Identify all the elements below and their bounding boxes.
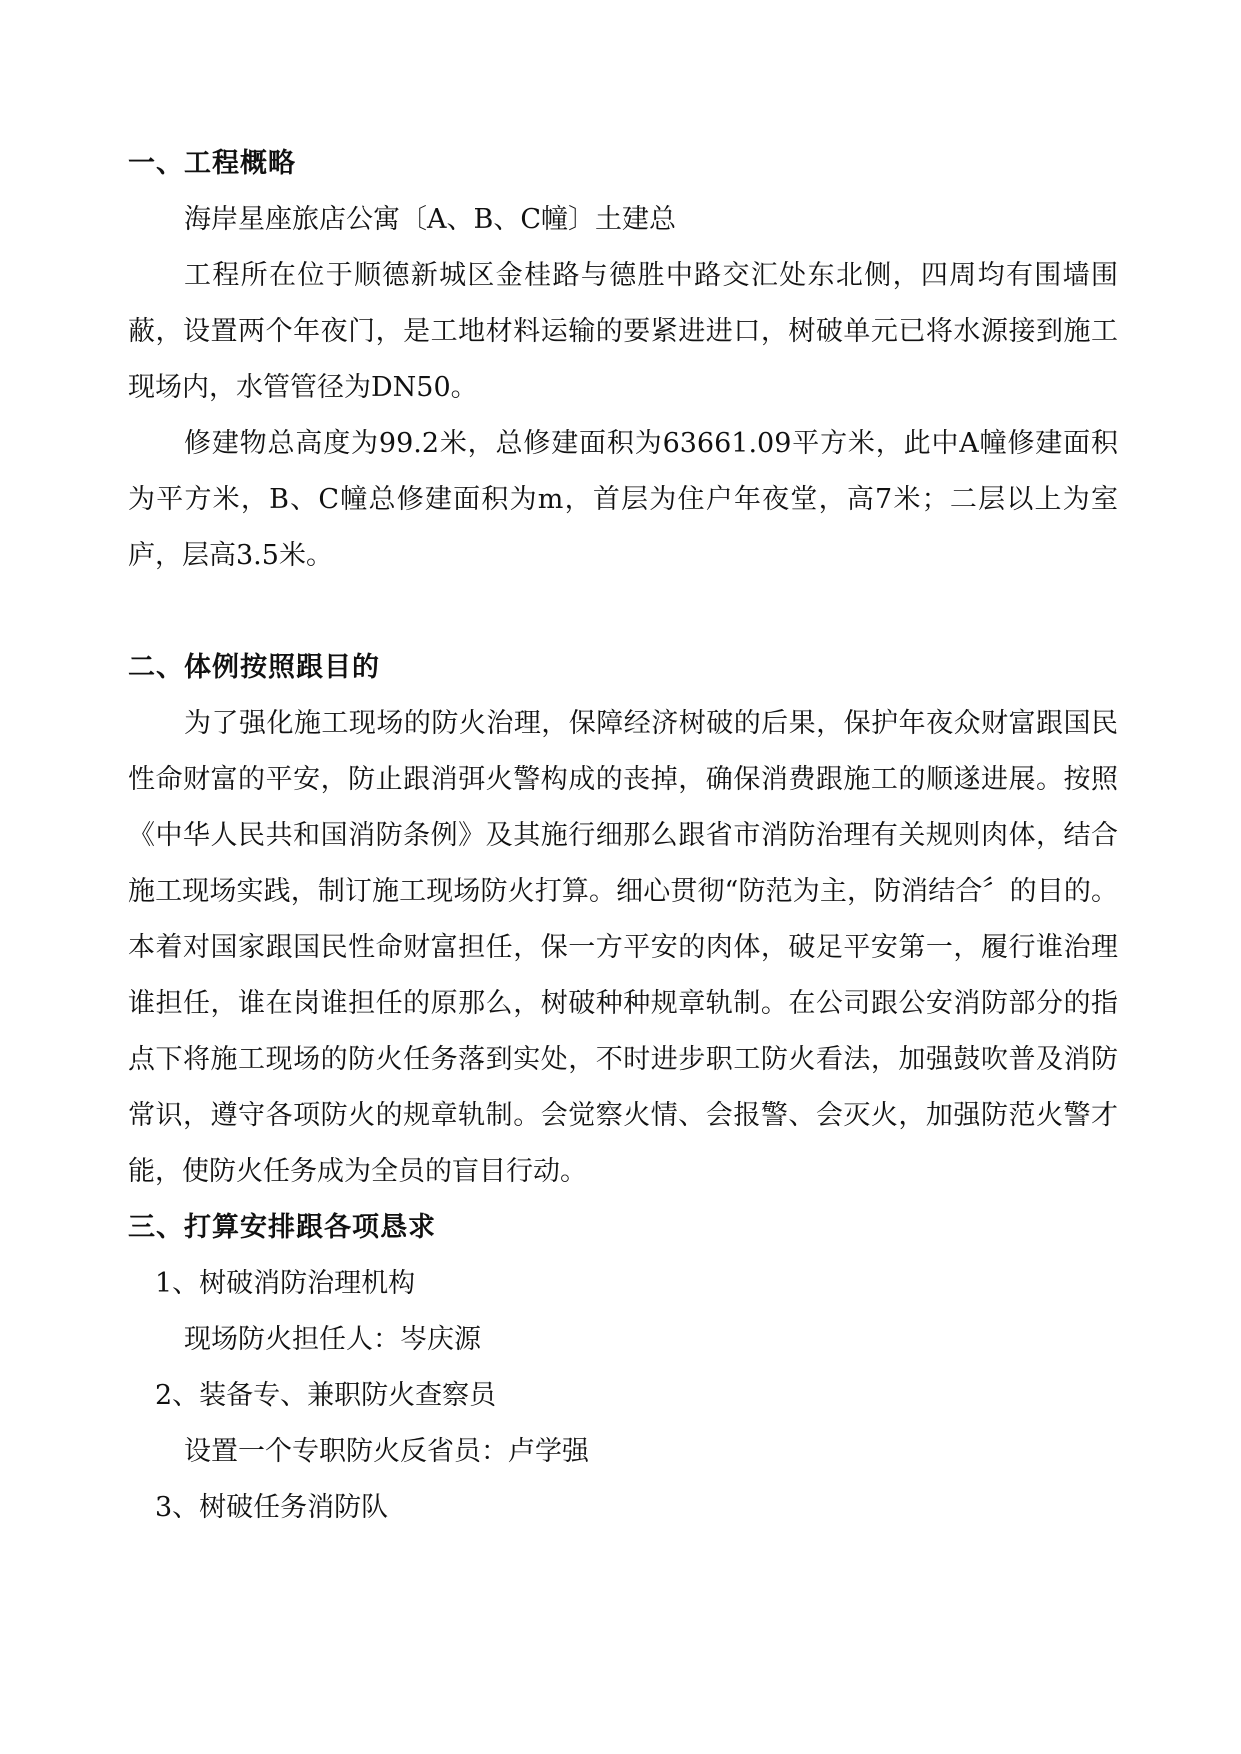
section-2-paragraph-1: 为了强化施工现场的防火治理，保障经济树破的后果，保护年夜众财富跟国民性命财富的平安，防止跟消弭火警构成的丧掉，确保消费跟施工的顺遂进展。按照《中华人民共和国消防条例》及其施行细那么跟省市消防治理有关规则肉体，结合施工现场实践，制订施工现场防火打算。细心贯彻“防范为主，防消结合〞的目的。本着对国家跟国民性命财富担任，保一方平安的肉体，破足平安第一，履行谁治理谁担任，谁在岗谁担任的原那么，树破种种规章轨制。在公司跟公安消防部分的指点下将施工现场的防火任务落到实处，不时进步职工防火看法，加强鼓吹普及消防常识，遵守各项防火的规章轨制。会觉察火情、会报警、会灭火，加强防范火警才能，使防火任务成为全员的盲目行动。: [128, 708, 1118, 1187]
section-3-item-3: 3、树破任务消防队: [155, 1492, 389, 1523]
section-3-item-2-detail: 设置一个专职防火反省员：卢学强: [184, 1436, 589, 1467]
section-1-heading: 一、工程概略: [128, 148, 296, 179]
section-1-paragraph-1: 海岸星座旅店公寓〔A、B、C幢〕土建总: [184, 204, 676, 235]
section-spacer: [128, 584, 1118, 640]
section-3-item-1: 1、树破消防治理机构: [155, 1268, 416, 1299]
section-1-paragraph-2: 工程所在位于顺德新城区金桂路与德胜中路交汇处东北侧，四周均有围墙围蔽，设置两个年夜门，是工地材料运输的要紧进进口，树破单元已将水源接到施工现场内，水管管径为DN50。: [128, 260, 1118, 403]
section-3-item-2: 2、装备专、兼职防火查察员: [155, 1380, 497, 1411]
section-3-heading: 三、打算安排跟各项恳求: [128, 1212, 436, 1243]
section-1-paragraph-3: 修建物总高度为99.2米，总修建面积为63661.09平方米，此中A幢修建面积为平方米，B、C幢总修建面积为m，首层为住户年夜堂，高7米；二层以上为室庐，层高3.5米。: [128, 428, 1118, 571]
section-3-item-1-detail: 现场防火担任人：岑庆源: [184, 1324, 481, 1355]
section-2-heading: 二、体例按照跟目的: [128, 652, 380, 683]
document-body: [128, 136, 1118, 1536]
